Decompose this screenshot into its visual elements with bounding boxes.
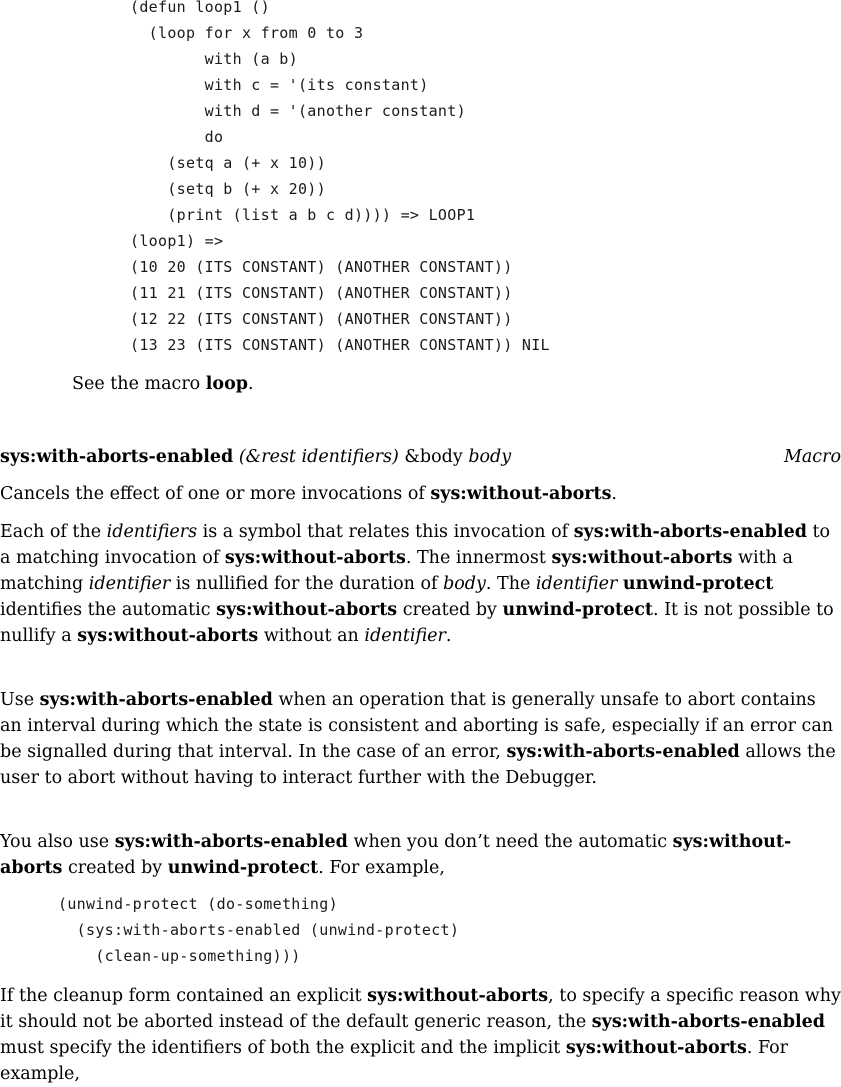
entry-heading [0,444,841,470]
entry-kind: Macro [783,447,841,467]
symbol-ref: unwind-protect [502,600,653,620]
code-line: with c = '(its constant) [130,76,429,94]
symbol-ref: sys:with-aborts-enabled [114,832,348,852]
code-line: (11 21 (ITS CONSTANT) (ANOTHER CONSTANT)) [130,284,513,302]
entry-args-body-keyword: &body [398,447,469,467]
symbol-ref: sys:without-aborts [0,832,792,878]
text-run: . [611,484,617,504]
code-line: with d = '(another constant) [130,102,466,120]
text-run: , to specify a specific reason why it should not be aborted instead of the default generic reason, the [0,986,841,1032]
term-ref: body [443,574,486,594]
paragraph-description [0,481,841,507]
text-run: . [445,626,452,646]
text-run: . For example, [0,1038,789,1084]
text-run: with a matching [0,548,793,594]
code-line: (13 23 (ITS CONSTANT) (ANOTHER CONSTANT)) NIL [130,336,550,354]
code-line: do [130,128,224,146]
see-also-prefix: See the macro [72,374,206,394]
symbol-ref: sys:with-aborts-enabled [39,690,273,710]
paragraph-identifiers [0,519,841,649]
term-ref: identifiers [106,522,198,542]
symbol-ref: sys:with-aborts-enabled [591,1012,826,1032]
entry-args-open: (&rest [238,447,302,467]
code-line: (setq b (+ x 20)) [130,180,326,198]
text-run: to a matching invocation of [0,522,831,568]
symbol-ref: unwind-protect [622,574,774,594]
symbol-ref: sys:without-aborts [216,600,398,620]
code-line: (clean-up-something))) [58,947,301,965]
text-run: without an [258,626,365,646]
see-also-link[interactable]: loop [205,374,249,394]
text-run: Cancels the effect of one or more invocations of [0,484,431,504]
code-line: (loop for x from 0 to 3 [130,24,364,42]
text-run: . For example, [318,858,445,878]
text-run: You also use [0,832,115,852]
symbol-ref: sys:without-aborts [551,548,733,568]
symbol-ref: unwind-protect [167,858,319,878]
text-run: must specify the identifiers of both the explicit and the implicit [0,1038,566,1058]
text-run: Each of the [0,522,107,542]
text-run: . The [485,574,536,594]
symbol-ref: sys:with-aborts-enabled [573,522,807,542]
symbol-ref: sys:without-aborts [224,548,406,568]
paragraph-also-use [0,829,841,881]
text-run: . The innermost [405,548,552,568]
text-run: created by [397,600,503,620]
text-run: created by [62,858,168,878]
symbol-ref: sys:with-aborts-enabled [506,742,740,762]
symbol-ref: sys:without-aborts [77,626,259,646]
code-line: (setq a (+ x 10)) [130,154,326,172]
paragraph-usage [0,687,841,791]
symbol-ref: sys:without-aborts [565,1038,747,1058]
symbol-ref: sys:without-aborts [430,484,612,504]
code-line: (10 20 (ITS CONSTANT) (ANOTHER CONSTANT)) [130,258,513,276]
term-ref: identifier [535,574,618,594]
code-line: (12 22 (ITS CONSTANT) (ANOTHER CONSTANT)) [130,310,513,328]
text-run: is a symbol that relates this invocation of [197,522,574,542]
entry-name: sys:with-aborts-enabled [0,447,234,467]
code-line: (sys:with-aborts-enabled (unwind-protect) [58,921,460,939]
paragraph-cleanup [0,983,841,1087]
code-line: (unwind-protect (do-something) [58,895,338,913]
text-run: when an operation that is generally unsafe to abort contains an interval during which the state is consistent and aborting is safe, especially if an error can be signalled during that interval. In the case of an error, [0,690,834,762]
code-line: (print (list a b c d)))) => LOOP1 [130,206,476,224]
see-also-note [72,371,254,397]
text-run: identifies the automatic [0,600,217,620]
term-ref: identifier [364,626,446,646]
text-run: is nullified for the duration of [170,574,444,594]
text-run: If the cleanup form contained an explicit [0,986,368,1006]
text-run: allows the user to abort without having to interact further with the Debugger. [0,742,836,788]
term-ref: identifier [88,574,171,594]
text-run: Use [0,690,40,710]
text-run: when you don’t need the automatic [347,832,673,852]
code-line: with (a b) [130,50,298,68]
code-line: (loop1) => [130,232,224,250]
code-line: (defun loop1 () [130,0,270,16]
symbol-ref: sys:without-aborts [367,986,549,1006]
text-run: . It is not possible to nullify a [0,600,834,646]
see-also-suffix: . [248,374,254,394]
entry-args-identifiers: identifiers) [301,447,399,467]
entry-args-body: body [468,447,512,467]
